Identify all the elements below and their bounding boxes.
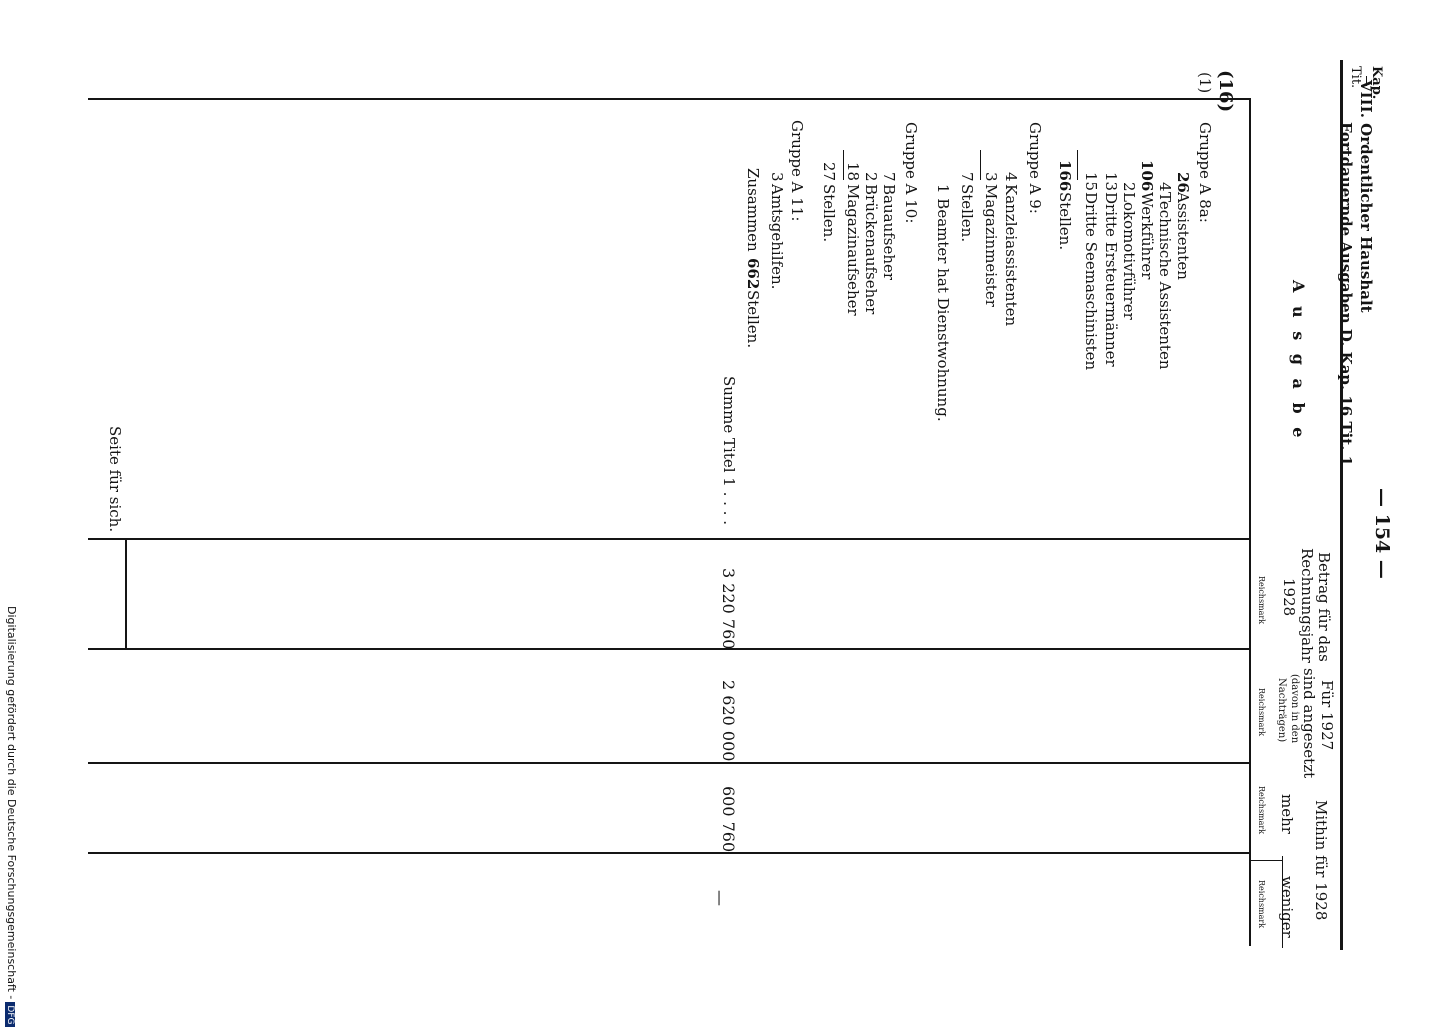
zusammen-count: 662	[744, 258, 762, 290]
item-count: 26	[1174, 172, 1192, 193]
item-label: Dritte Seemaschinisten	[1082, 192, 1100, 371]
item-label: Kanzleiassistenten	[1002, 184, 1020, 327]
item-label: Amtsgehilfen.	[768, 184, 786, 290]
betrag-1928-line3: 1928	[1280, 578, 1298, 617]
group-total-count: 27	[820, 162, 838, 182]
item-label: Dritte Ersteuermänner	[1102, 192, 1120, 367]
item-label: Lokomotivführer	[1120, 192, 1138, 320]
group-total-label: Stellen.	[958, 184, 976, 243]
item-label: Assistenten	[1174, 192, 1192, 280]
group-title: Gruppe A 9:	[1026, 122, 1044, 214]
summe-fuer-1927: 2 620 000	[719, 680, 738, 762]
item-count: 4	[1156, 182, 1174, 192]
group-title: Gruppe A 11:	[788, 120, 806, 222]
fuer-1927-line2: sind angesetzt	[1300, 668, 1318, 779]
betrag-1928-line2: Rechnungsjahr	[1298, 548, 1316, 663]
summe-label: Summe Titel 1 . . . .	[720, 376, 738, 525]
item-count: 4	[1002, 172, 1020, 182]
digitization-credit	[5, 606, 18, 1027]
weniger-header: weniger	[1278, 876, 1296, 938]
a8a-sum-rule	[1077, 150, 1078, 180]
item-count: 2	[862, 172, 880, 182]
kap-number: (16)	[1215, 70, 1236, 113]
ausgabe-header: A u s g a b e	[1289, 280, 1308, 442]
kap-header: Kap.	[1369, 66, 1384, 100]
mehr-header: mehr	[1278, 794, 1296, 834]
betrag-1928-unit: Reichsmark	[1257, 576, 1266, 625]
zusammen-label: Zusammen	[744, 168, 762, 252]
item-label: Technische Assistenten	[1156, 192, 1174, 370]
group-total-count: 166	[1056, 160, 1074, 192]
fuer-1927-line4: Nachträgen)	[1276, 678, 1287, 743]
group-total-label: Stellen.	[1056, 192, 1074, 251]
ausgabe-column-rule	[88, 538, 1250, 540]
header-rule	[1249, 98, 1251, 946]
group-title: Gruppe A 8a:	[1196, 122, 1214, 223]
item-count: 7	[880, 172, 898, 182]
mithin-column-rule	[88, 852, 1250, 854]
betrag-1928-line1: Betrag für das	[1315, 552, 1333, 662]
item-count: 3	[768, 172, 786, 182]
group-title: Gruppe A 10:	[902, 122, 920, 224]
item-count: 13	[1102, 172, 1120, 192]
credit-text: Digitalisierung gefördert durch die Deutsche Forschungsgemeinschaft -	[5, 606, 18, 1000]
fuer-1927-line1: Für 1927	[1318, 680, 1336, 751]
fuer-1927-line3: (davon in den	[1289, 674, 1300, 744]
item-count: 2	[1120, 182, 1138, 192]
summe-mehr: 600 760	[719, 786, 738, 853]
page-number: — 154 —	[1371, 488, 1393, 579]
mithin-split-rule	[1249, 860, 1283, 861]
betrag-column-rule	[88, 648, 1250, 650]
weniger-unit: Reichsmark	[1257, 880, 1266, 929]
item-label: Brückenaufseher	[862, 184, 880, 315]
tit-number: (1)	[1196, 72, 1214, 94]
summe-weniger: —	[711, 890, 730, 906]
seite-bracket	[125, 540, 127, 648]
fuer1927-column-rule	[88, 762, 1250, 764]
item-label: Magazinaufseher	[844, 184, 862, 316]
zusammen-stellen: Stellen.	[744, 290, 762, 349]
doc-title-line1: VIII. Ordentlicher Haushalt	[1357, 80, 1375, 313]
item-count: 106	[1138, 160, 1156, 192]
mithin-header: Mithin für 1928	[1312, 800, 1330, 921]
fuer-1927-unit: Reichsmark	[1257, 688, 1266, 737]
seite-fuer-sich: Seite für sich.	[106, 426, 124, 533]
group-note: 1 Beamter hat Dienstwohnung.	[934, 184, 952, 422]
mehr-unit: Reichsmark	[1257, 786, 1266, 835]
item-label: Werkführer	[1138, 192, 1156, 280]
tit-header: Tit.	[1348, 66, 1363, 89]
dfg-logo: DFG	[5, 1002, 15, 1027]
item-count: 3	[982, 172, 1000, 182]
group-total-label: Stellen.	[820, 184, 838, 243]
a9-sum-rule	[980, 150, 981, 180]
doc-title-line2: Fortdauernde Ausgaben D. Kap. 16 Tit. 1	[1337, 122, 1355, 467]
item-count: 18	[844, 162, 862, 182]
kap-column-rule	[88, 98, 1250, 100]
summe-betrag-1928: 3 220 760	[719, 568, 738, 650]
group-total-count: 7	[958, 172, 976, 182]
item-label: Bauaufseher	[880, 184, 898, 281]
item-label: Magazinmeister	[982, 184, 1000, 307]
item-count: 15	[1082, 172, 1100, 192]
